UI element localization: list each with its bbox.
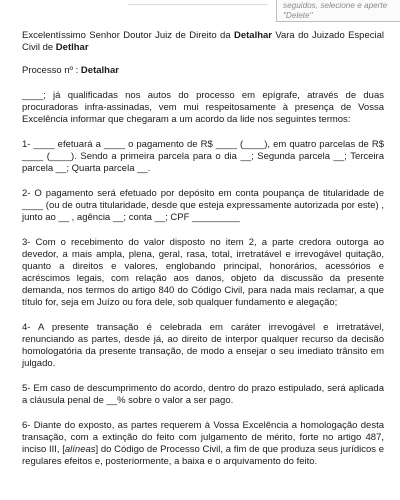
clause-6-alineas: alíneas <box>64 444 96 455</box>
faded-header-line <box>128 0 268 5</box>
instruction-note-line-2: "Delete" <box>283 11 313 20</box>
instruction-note-box <box>276 0 400 22</box>
process-label: Processo nº : <box>22 65 81 76</box>
intro-paragraph: ____; já qualificadas nos autos do processo em epígrafe, através de duas procuradoras infra-assinadas, vem mui respeitosamente à presença de Vossa Excelência informar que chegaram a um acordo da lide nos seguintes termos: <box>22 90 384 125</box>
heading-text-a: Excelentíssimo Senhor Doutor Juiz de Direito da <box>22 30 234 41</box>
instruction-note-line-1: seguidos, selecione e aperte <box>283 1 388 10</box>
clause-1: 1- ____ efetuará a ____ o pagamento de R$ ____ (____), em quatro parcelas de R$ ____ (____). Sendo a primeira parcela para o dia __; Segunda parcela __; Terceira parcela __; Quarta parcela __. <box>22 139 384 174</box>
process-value: Detalhar <box>80 65 119 76</box>
clause-6-text-c: ] do Código de Processo Civil, a fim de que produza seus jurídicos e regulares efeitos e, posteriormente, a baixa e o arquivamento do feito. <box>22 444 384 467</box>
heading-city-placeholder: Detlhar <box>55 42 89 53</box>
petition-document <box>22 30 384 468</box>
clause-4: 4- A presente transação é celebrada em caráter irrevogável e irretratável, renunciando as partes, desde já, ao direito de interpor qualquer recurso da decisão homologatória da presente transação, de modo a ensejar o seu imediato trânsito em julgado. <box>22 322 384 369</box>
heading-court-placeholder: Detalhar <box>233 30 272 41</box>
process-number-line <box>22 65 384 77</box>
clause-2: 2- O pagamento será efetuado por depósito em conta poupança de titularidade de ____ (ou de outra titularidade, desde que esteja expressamente autorizada por este) , junto ao __ , agência __; conta __; CPF _________ <box>22 188 384 223</box>
clause-5: 5- Em caso de descumprimento do acordo, dentro do prazo estipulado, será aplicada a cláusula penal de __% sobre o valor a ser pago. <box>22 383 384 406</box>
petition-heading <box>22 30 384 54</box>
clause-6-text-a: 6- Diante do exposto, as partes requerem à Vossa Excelência a homologação desta transação, com a extinção do feito com julgamento de mérito, forte no artigo 487, inciso III, [ <box>22 420 384 455</box>
heading-text-c: Vara do Juizado Especial Civil de <box>22 30 384 53</box>
clause-6 <box>22 420 384 468</box>
clause-3: 3- Com o recebimento do valor disposto no item 2, a parte credora outorga ao devedor, a mais ampla, plena, geral, rasa, total, irretratável e irrevogável quitação, quanto a direitos e valores, englobando principal, honorários, acessórios e acréscimos legais, com relação aos danos, objeto da discussão da presente demanda, nos termos do artigo 840 do Código Civil, para nada mais reclamar, a que título for, seja em Juízo ou fora dele, sob qualquer fundamento e alegação; <box>22 237 384 308</box>
